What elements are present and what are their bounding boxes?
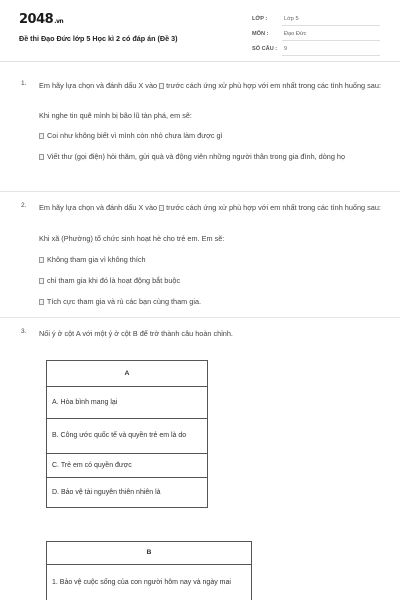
question-text-part: trước cách ứng xử phù hợp với em nhất trong các tình huống sau: [164, 81, 381, 90]
section-divider [0, 191, 400, 192]
checkbox-icon[interactable] [39, 278, 44, 284]
answer-option[interactable] [39, 254, 385, 265]
table-cell: D. Bảo vệ tài nguyên thiên nhiên là [47, 478, 208, 508]
table-cell: C. Trẻ em có quyền được [47, 454, 208, 478]
meta-value-class: Lớp 5 [284, 16, 299, 22]
question-number: 2. [21, 202, 27, 209]
answer-option-label: Không tham gia vì không thích [47, 255, 146, 264]
meta-value-count: 9 [284, 46, 288, 52]
meta-key-subject: MÔN : [252, 31, 269, 37]
question-text-part: Em hãy lựa chọn và đánh dấu X vào [39, 81, 160, 90]
answer-option[interactable] [39, 296, 385, 307]
checkbox-icon[interactable] [39, 133, 44, 139]
question-text-part: Em hãy lựa chọn và đánh dấu X vào [39, 203, 160, 212]
table-header: A [47, 361, 208, 387]
meta-value-subject: Đạo Đức [284, 31, 307, 37]
answer-option-label: Tích cực tham gia và rủ các bạn cùng tham gia. [46, 297, 202, 306]
question-scenario: Khi xã (Phường) tổ chức sinh hoạt hè cho trẻ em. Em sẽ: [39, 234, 225, 243]
question-text [39, 80, 385, 91]
answer-option[interactable] [39, 130, 385, 141]
document-header [0, 0, 400, 62]
answer-option[interactable] [39, 275, 385, 286]
match-table-a [46, 360, 208, 508]
table-cell: B. Công ước quốc tế và quyền trẻ em là do [47, 419, 208, 454]
meta-row-count [252, 44, 380, 56]
meta-row-class [252, 14, 380, 26]
table-cell: 1. Bảo vệ cuộc sống của con người hôm nay và ngày mai [47, 565, 252, 600]
table-cell: A. Hòa bình mang lại [47, 387, 208, 419]
meta-key-count: SỐ CÂU : [252, 46, 278, 52]
question-text: Nối ý ở cột A với một ý ở cột B để trở thành câu hoàn chỉnh. [39, 329, 233, 338]
answer-option-label: chỉ tham gia khi đó là hoạt động bắt buộc [47, 276, 181, 285]
meta-underline [282, 55, 380, 56]
question-number: 3. [21, 328, 27, 335]
table-header: B [47, 542, 252, 565]
answer-option[interactable] [39, 151, 385, 162]
checkbox-icon[interactable] [39, 257, 44, 263]
question-text-part: trước cách ứng xử phù hợp với em nhất trong các tình huống sau: [164, 203, 381, 212]
answer-option-label: Coi như không biết vì mình còn nhỏ chưa làm được gì [47, 131, 223, 140]
site-logo[interactable] [19, 12, 63, 27]
checkbox-icon[interactable] [39, 154, 44, 160]
question-number: 1. [21, 80, 27, 87]
meta-row-subject [252, 29, 380, 41]
logo-domain-suffix: .vn [54, 18, 64, 25]
checkbox-icon[interactable] [39, 299, 44, 305]
match-table-b [46, 541, 252, 600]
meta-underline [282, 40, 380, 41]
question-text [39, 202, 385, 213]
document-title: Đề thi Đạo Đức lớp 5 Học kì 2 có đáp án (Đề 3) [19, 34, 178, 43]
section-divider [0, 317, 400, 318]
answer-option-label: Viết thư (gọi điện) hỏi thăm, gửi quà và động viên những người thân trong gia đình, dòng họ [47, 152, 346, 161]
logo-main-text: 2048 [19, 12, 54, 27]
meta-key-class: LỚP : [252, 16, 268, 22]
question-scenario: Khi nghe tin quê mình bị bão lũ tàn phá, em sẽ: [39, 111, 192, 120]
meta-underline [282, 25, 380, 26]
